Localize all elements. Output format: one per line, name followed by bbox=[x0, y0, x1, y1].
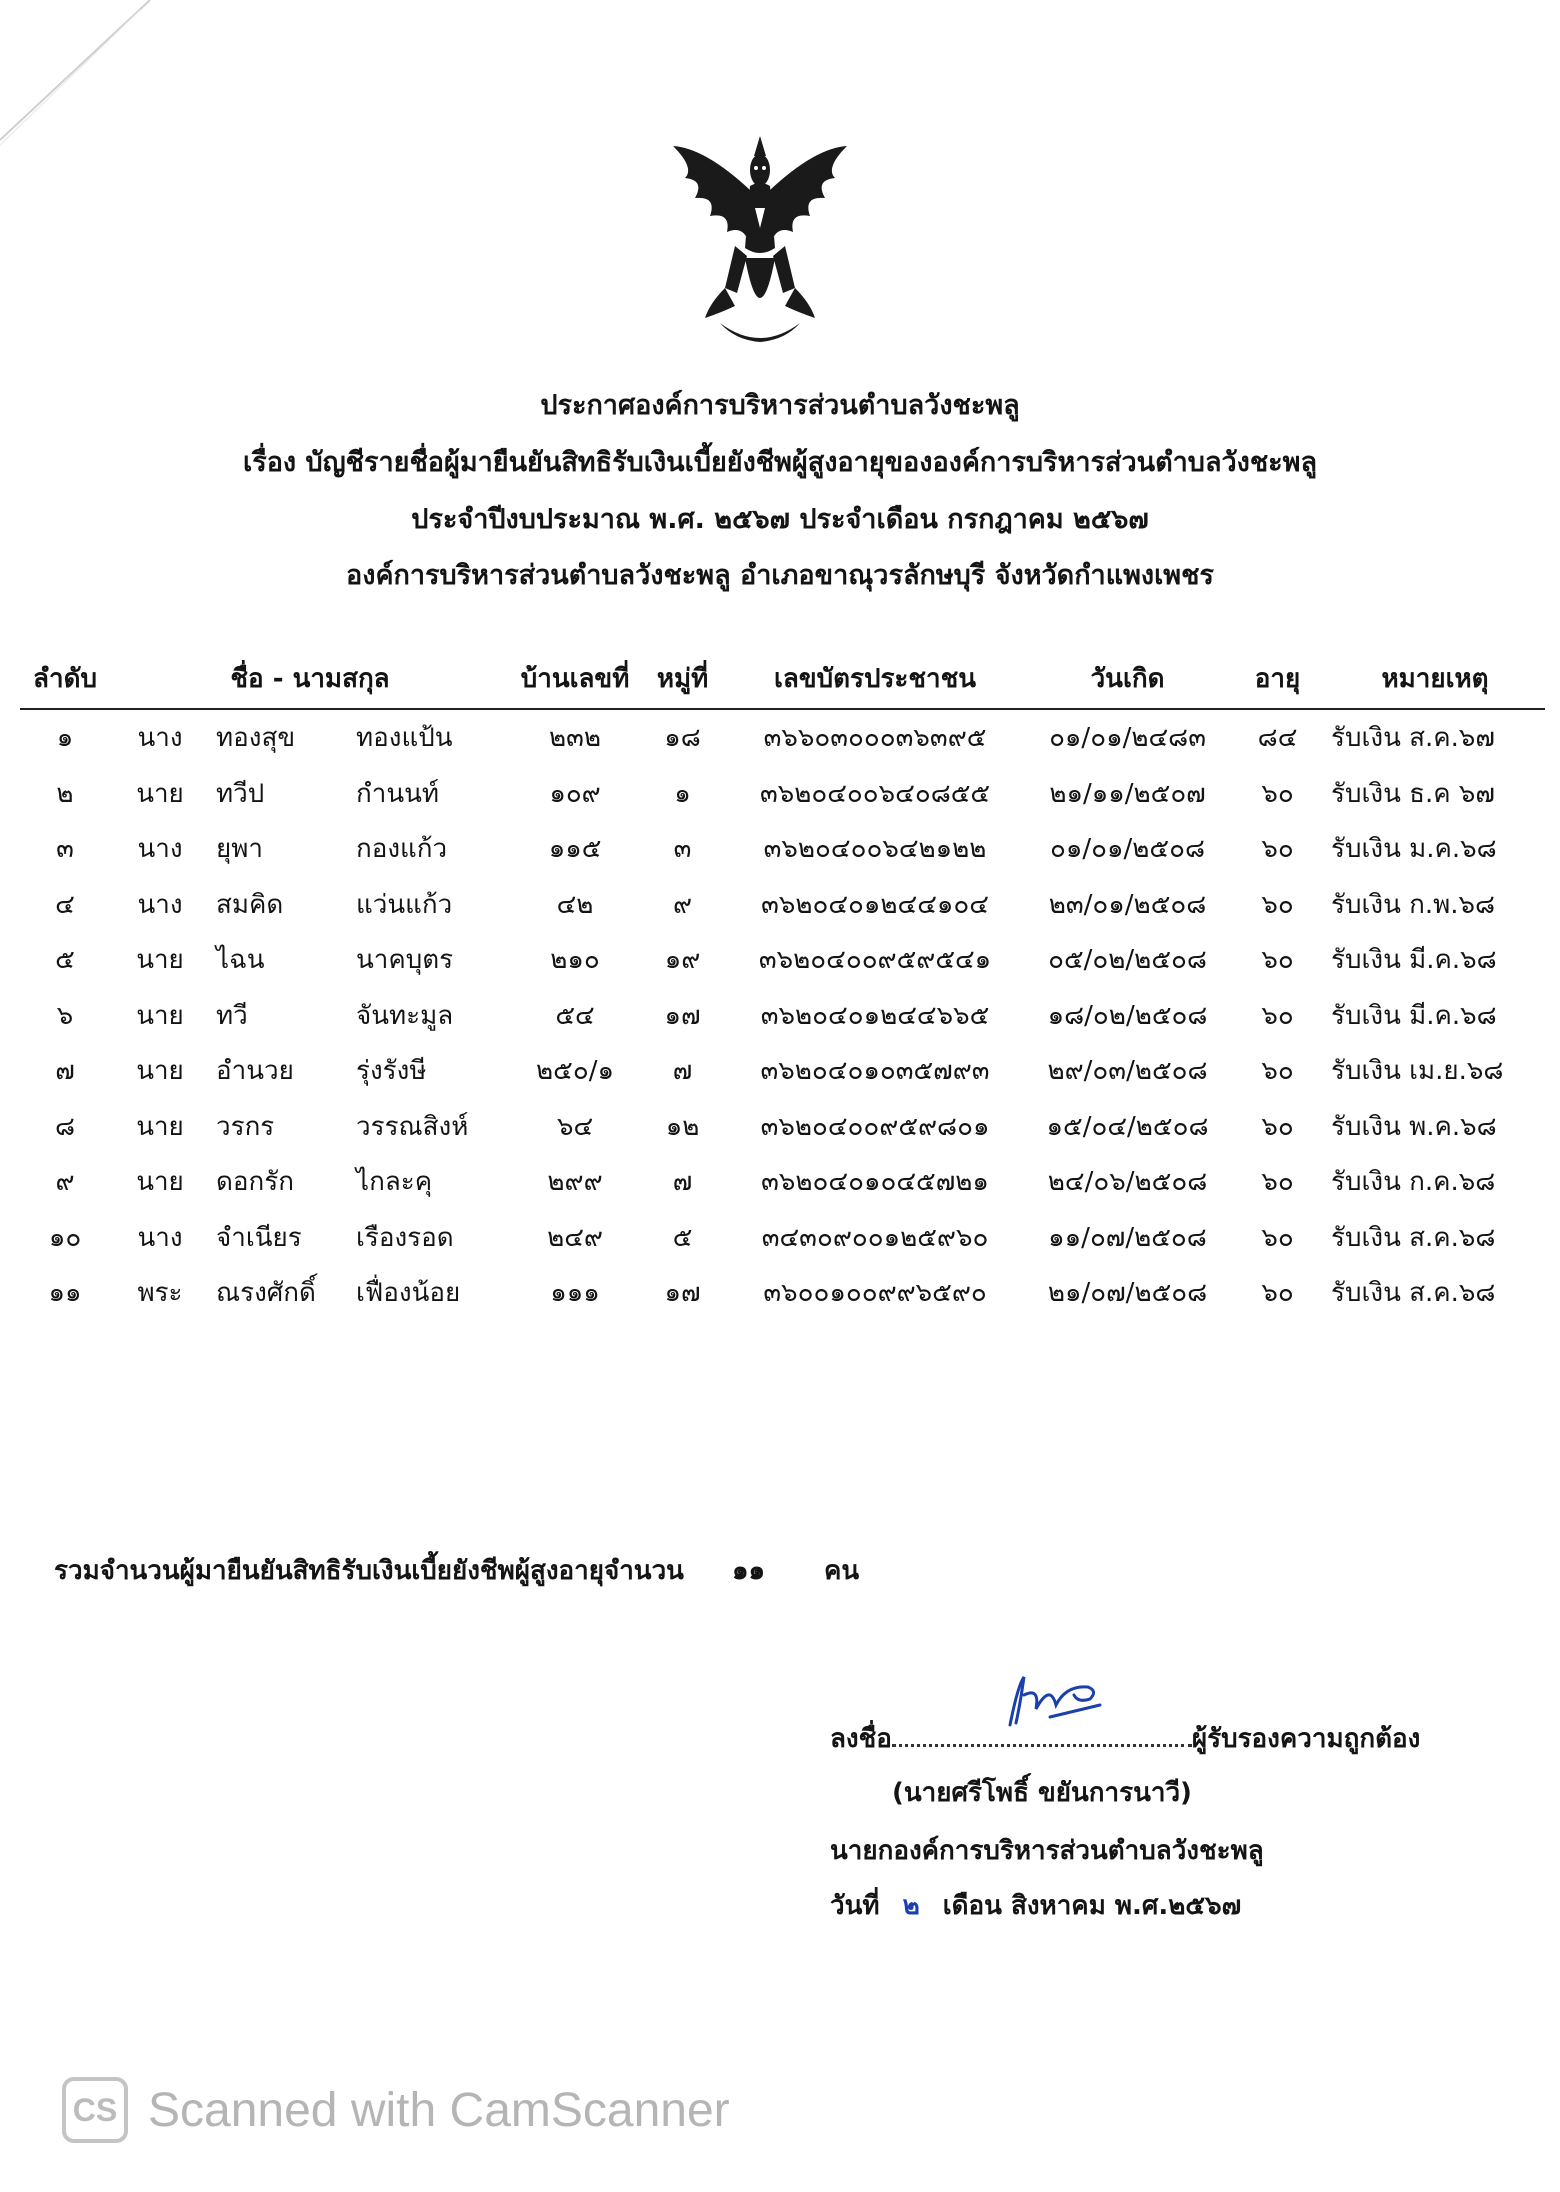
cell-citizen-id: ๓๖๒๐๔๐๑๐๔๕๗๒๑ bbox=[761, 1167, 989, 1198]
table-row bbox=[20, 1043, 1545, 1099]
cell-no: ๓ bbox=[56, 834, 74, 865]
elderly-allowance-table bbox=[20, 648, 1545, 1321]
cell-age: ๖๐ bbox=[1261, 1000, 1294, 1031]
table-row bbox=[20, 877, 1545, 933]
signature-dotted-line bbox=[892, 1724, 1192, 1747]
table-row bbox=[20, 1154, 1545, 1210]
cell-age: ๖๐ bbox=[1261, 1278, 1294, 1309]
cell-first-name: ทวี bbox=[216, 1000, 248, 1031]
col-header-age: อายุ bbox=[1230, 648, 1325, 709]
page-corner-fold bbox=[0, 0, 160, 160]
cell-no: ๑ bbox=[56, 723, 74, 754]
cell-note: รับเงิน ก.ค.๖๘ bbox=[1331, 1167, 1496, 1198]
cell-title: นาย bbox=[136, 1056, 184, 1087]
heading-subject: เรื่อง บัญชีรายชื่อผู้มายืนยันสิทธิรับเงินเบี้ยยังชีพผู้สูงอายุขององค์การบริหารส่วนตำบลวังชะพลู bbox=[242, 447, 1318, 478]
cell-age: ๖๐ bbox=[1261, 1222, 1294, 1253]
cell-house-no: ๕๔ bbox=[555, 1000, 595, 1031]
cell-birth-date: ๐๑/๐๑/๒๕๐๘ bbox=[1050, 834, 1206, 865]
cell-note: รับเงิน ส.ค.๖๘ bbox=[1331, 1278, 1496, 1309]
table-row bbox=[20, 766, 1545, 822]
cell-no: ๔ bbox=[55, 889, 75, 920]
cell-house-no: ๑๐๙ bbox=[549, 778, 601, 809]
cell-first-name: ดอกรัก bbox=[216, 1167, 294, 1198]
cell-last-name: เรืองรอด bbox=[356, 1222, 454, 1253]
col-header-moo: หมู่ที่ bbox=[640, 648, 725, 709]
cell-age: ๖๐ bbox=[1261, 778, 1294, 809]
cell-title: นาย bbox=[136, 1111, 184, 1142]
table-row bbox=[20, 709, 1545, 766]
table-row bbox=[20, 1265, 1545, 1321]
table-row bbox=[20, 932, 1545, 988]
cell-title: นาง bbox=[137, 889, 183, 920]
cell-house-no: ๒๔๙ bbox=[547, 1222, 603, 1253]
signer-name: (นายศรีโพธิ์ ขยันการนาวี) bbox=[892, 1778, 1192, 1808]
cell-no: ๘ bbox=[54, 1111, 76, 1142]
cell-age: ๖๐ bbox=[1261, 1056, 1294, 1087]
cell-title: พระ bbox=[137, 1278, 183, 1309]
cell-title: นาง bbox=[137, 1222, 183, 1253]
cell-last-name: จันทะมูล bbox=[356, 1000, 454, 1031]
cell-birth-date: ๒๑/๑๑/๒๕๐๗ bbox=[1049, 778, 1206, 809]
cell-note: รับเงิน มี.ค.๖๘ bbox=[1331, 945, 1497, 976]
camscanner-watermark bbox=[62, 2075, 730, 2145]
cell-birth-date: ๐๕/๐๒/๒๕๐๘ bbox=[1048, 945, 1207, 976]
date-prefix: วันที่ bbox=[830, 1891, 880, 1921]
heading-announcement: ประกาศองค์การบริหารส่วนตำบลวังชะพลู bbox=[540, 390, 1020, 421]
cell-house-no: ๑๑๕ bbox=[548, 834, 602, 865]
cell-citizen-id: ๓๖๒๐๔๐๑๒๔๔๑๐๔ bbox=[761, 889, 989, 920]
cell-title: นาย bbox=[136, 1000, 184, 1031]
table-row bbox=[20, 1210, 1545, 1266]
cell-last-name: วรรณสิงห์ bbox=[356, 1111, 469, 1142]
cell-birth-date: ๐๑/๐๑/๒๔๘๓ bbox=[1049, 723, 1206, 754]
camscanner-text: Scanned with CamScanner bbox=[148, 2083, 730, 2137]
signature-line bbox=[830, 1718, 1420, 1759]
table-row bbox=[20, 988, 1545, 1044]
sign-suffix: ผู้รับรองความถูกต้อง bbox=[1191, 1724, 1421, 1754]
cell-moo: ๙ bbox=[673, 889, 693, 920]
col-header-name: ชื่อ - นามสกุล bbox=[110, 648, 510, 709]
cell-moo: ๑๘ bbox=[664, 723, 701, 754]
cell-house-no: ๒๑๐ bbox=[550, 945, 600, 976]
cell-house-no: ๔๒ bbox=[556, 889, 594, 920]
cell-birth-date: ๒๔/๐๖/๒๕๐๘ bbox=[1047, 1167, 1208, 1198]
cell-no: ๙ bbox=[55, 1167, 75, 1198]
table-row bbox=[20, 821, 1545, 877]
cell-note: รับเงิน ม.ค.๖๘ bbox=[1331, 834, 1497, 865]
cell-first-name: ยุพา bbox=[216, 834, 263, 865]
cell-first-name: สมคิด bbox=[216, 889, 284, 920]
cell-age: ๖๐ bbox=[1261, 834, 1294, 865]
cell-note: รับเงิน พ.ค.๖๘ bbox=[1331, 1111, 1497, 1142]
cell-last-name: กำนนท์ bbox=[356, 778, 440, 809]
cell-citizen-id: ๓๖๒๐๔๐๐๖๔๒๑๒๒ bbox=[763, 834, 987, 865]
cell-note: รับเงิน ก.พ.๖๘ bbox=[1331, 889, 1496, 920]
heading-period: ประจำปีงบประมาณ พ.ศ. ๒๕๖๗ ประจำเดือน กรกฎาคม ๒๕๖๗ bbox=[411, 504, 1149, 535]
cell-last-name: เฟื่องน้อย bbox=[356, 1278, 461, 1309]
cell-note: รับเงิน ธ.ค ๖๗ bbox=[1331, 778, 1495, 809]
cell-age: ๖๐ bbox=[1261, 1111, 1294, 1142]
camscanner-logo: CS bbox=[62, 2077, 128, 2143]
cell-house-no: ๒๓๒ bbox=[549, 723, 602, 754]
summary-line bbox=[54, 1550, 860, 1591]
cell-birth-date: ๒๙/๐๓/๒๕๐๘ bbox=[1047, 1056, 1208, 1087]
cell-birth-date: ๑๑/๐๗/๒๕๐๘ bbox=[1048, 1222, 1207, 1253]
col-header-no: ลำดับ bbox=[20, 648, 110, 709]
cell-first-name: อำนวย bbox=[216, 1056, 294, 1087]
cell-age: ๖๐ bbox=[1261, 889, 1294, 920]
cell-title: นาย bbox=[136, 1167, 184, 1198]
cell-first-name: ทองสุข bbox=[216, 723, 296, 754]
cell-no: ๑๐ bbox=[48, 1222, 82, 1253]
cell-citizen-id: ๓๖๖๐๓๐๐๐๓๖๓๙๕ bbox=[763, 723, 987, 754]
cell-moo: ๕ bbox=[672, 1222, 693, 1253]
cell-house-no: ๒๙๙ bbox=[547, 1167, 603, 1198]
cell-birth-date: ๒๓/๐๑/๒๕๐๘ bbox=[1048, 889, 1207, 920]
cell-moo: ๗ bbox=[672, 1167, 693, 1198]
cell-no: ๖ bbox=[56, 1000, 74, 1031]
summary-unit: คน bbox=[824, 1556, 860, 1586]
cell-age: ๖๐ bbox=[1261, 945, 1294, 976]
garuda-emblem-icon bbox=[665, 128, 855, 348]
cell-title: นาย bbox=[136, 778, 184, 809]
cell-citizen-id: ๓๖๒๐๔๐๐๖๔๐๘๕๕ bbox=[759, 778, 991, 809]
table-header-row bbox=[20, 648, 1545, 709]
summary-label: รวมจำนวนผู้มายืนยันสิทธิรับเงินเบี้ยยังชีพผู้สูงอายุจำนวน bbox=[54, 1556, 684, 1586]
heading-organization: องค์การบริหารส่วนตำบลวังชะพลู อำเภอขาณุวรลักษบุรี จังหวัดกำแพงเพชร bbox=[346, 560, 1214, 591]
cell-moo: ๗ bbox=[672, 1056, 693, 1087]
cell-age: ๘๔ bbox=[1257, 723, 1298, 754]
cell-house-no: ๖๔ bbox=[556, 1111, 594, 1142]
cell-note: รับเงิน ส.ค.๖๗ bbox=[1331, 723, 1495, 754]
cell-house-no: ๒๕๐/๑ bbox=[536, 1056, 614, 1087]
cell-no: ๑๑ bbox=[48, 1278, 82, 1309]
signer-position: นายกองค์การบริหารส่วนตำบลวังชะพลู bbox=[830, 1836, 1264, 1866]
cell-citizen-id: ๓๖๒๐๔๐๑๒๔๔๖๖๕ bbox=[760, 1000, 990, 1031]
cell-no: ๒ bbox=[56, 778, 74, 809]
cell-house-no: ๑๑๑ bbox=[550, 1278, 600, 1309]
cell-age: ๖๐ bbox=[1261, 1167, 1294, 1198]
cell-note: รับเงิน ส.ค.๖๘ bbox=[1331, 1222, 1496, 1253]
sign-prefix: ลงชื่อ bbox=[830, 1724, 892, 1754]
cell-last-name: ทองแป้น bbox=[356, 723, 453, 754]
cell-last-name: กองแก้ว bbox=[356, 834, 448, 865]
cell-note: รับเงิน เม.ย.๖๘ bbox=[1331, 1056, 1504, 1087]
cell-moo: ๑๗ bbox=[664, 1278, 701, 1309]
cell-title: นาง bbox=[137, 834, 183, 865]
cell-no: ๗ bbox=[55, 1056, 75, 1087]
cell-note: รับเงิน มี.ค.๖๘ bbox=[1331, 1000, 1497, 1031]
col-header-house: บ้านเลขที่ bbox=[510, 648, 640, 709]
cell-citizen-id: ๓๖๒๐๔๐๐๙๕๙๘๐๑ bbox=[760, 1111, 990, 1142]
summary-count: ๑๑ bbox=[732, 1556, 766, 1586]
cell-first-name: ทวีป bbox=[216, 778, 265, 809]
cell-moo: ๑ bbox=[674, 778, 691, 809]
cell-citizen-id: ๓๔๓๐๙๐๐๑๒๕๙๖๐ bbox=[761, 1222, 989, 1253]
cell-first-name: วรกร bbox=[216, 1111, 275, 1142]
cell-last-name: รุ่งรังษี bbox=[356, 1056, 427, 1087]
col-header-id: เลขบัตรประชาชน bbox=[725, 648, 1025, 709]
cell-first-name: ณรงศักดิ์ bbox=[216, 1278, 316, 1309]
cell-moo: ๑๙ bbox=[664, 945, 701, 976]
cell-citizen-id: ๓๖๒๐๔๐๐๙๕๙๕๔๑ bbox=[758, 945, 992, 976]
cell-no: ๕ bbox=[55, 945, 75, 976]
cell-birth-date: ๒๑/๐๗/๒๕๐๘ bbox=[1047, 1278, 1208, 1309]
cell-citizen-id: ๓๖๐๐๑๐๐๙๙๖๕๙๐ bbox=[763, 1278, 987, 1309]
cell-birth-date: ๑๘/๐๒/๒๕๐๘ bbox=[1047, 1000, 1208, 1031]
date-rest: เดือน สิงหาคม พ.ศ.๒๕๖๗ bbox=[942, 1891, 1242, 1921]
cell-last-name: ไกละคุ bbox=[356, 1167, 433, 1198]
cell-title: นาง bbox=[137, 723, 183, 754]
cell-first-name: ไฉน bbox=[216, 945, 265, 976]
cell-moo: ๑๗ bbox=[664, 1000, 701, 1031]
date-day: ๒ bbox=[902, 1891, 920, 1921]
cell-first-name: จำเนียร bbox=[216, 1222, 302, 1253]
cell-last-name: แว่นแก้ว bbox=[356, 889, 453, 920]
table-row bbox=[20, 1099, 1545, 1155]
signature-date bbox=[830, 1885, 1241, 1926]
col-header-note: หมายเหตุ bbox=[1325, 648, 1545, 709]
col-header-dob: วันเกิด bbox=[1025, 648, 1230, 709]
cell-moo: ๓ bbox=[673, 834, 692, 865]
cell-birth-date: ๑๕/๐๔/๒๕๐๘ bbox=[1046, 1111, 1209, 1142]
cell-last-name: นาคบุตร bbox=[356, 945, 454, 976]
cell-title: นาย bbox=[136, 945, 184, 976]
cell-citizen-id: ๓๖๒๐๔๐๑๐๓๕๗๙๓ bbox=[760, 1056, 990, 1087]
cell-moo: ๑๒ bbox=[665, 1111, 700, 1142]
